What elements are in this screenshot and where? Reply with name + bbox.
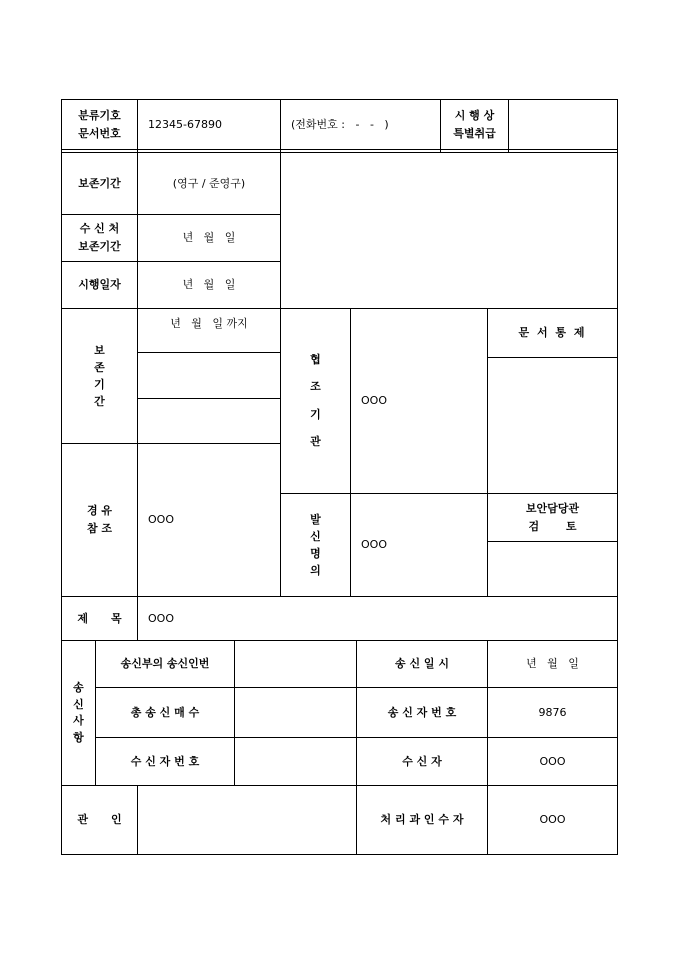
retention-label: 보존기간 — [78, 176, 121, 190]
recv-retention-label: 수 신 처 보존기간 — [78, 222, 121, 253]
divider — [280, 152, 281, 309]
border-right — [617, 99, 618, 855]
exec-date-label: 시행일자 — [78, 278, 121, 292]
security-review-value[interactable] — [488, 542, 617, 596]
total-pages-value[interactable] — [235, 688, 356, 737]
sender-number-label: 송 신 자 번 호 — [387, 705, 457, 719]
receiver-number-label: 수 신 자 번 호 — [130, 754, 200, 768]
send-number-value[interactable] — [235, 641, 356, 687]
retention-value: (영구 / 준영구) — [172, 176, 246, 190]
sender-name-value: OOO — [361, 538, 387, 552]
retention-row-2[interactable] — [138, 353, 280, 398]
via-reference-label: 경 유 참 조 — [86, 504, 113, 535]
receiver-value: OOO — [539, 754, 566, 768]
coop-agency-label: 협 조 기 관 — [310, 352, 321, 449]
via-reference-value: OOO — [148, 513, 174, 527]
handler-label: 처 리 과 인 수 자 — [380, 813, 464, 827]
retention-row-3[interactable] — [138, 399, 280, 443]
divider — [61, 149, 618, 150]
send-datetime-value: 년 월 일 — [526, 657, 579, 671]
send-datetime-label: 송 신 일 시 — [395, 657, 449, 671]
receiver-number-value[interactable] — [235, 738, 356, 785]
subject-label: 제 목 — [77, 611, 122, 625]
sender-number-value: 9876 — [538, 705, 567, 719]
coop-agency-value: OOO — [361, 394, 387, 408]
phone-label: (전화번호 : - - ) — [291, 117, 389, 131]
receiver-label: 수 신 자 — [402, 754, 442, 768]
doc-control-value[interactable] — [488, 358, 617, 493]
special-handling-value[interactable] — [509, 100, 617, 149]
border-bottom — [61, 854, 618, 855]
sender-name-label: 발 신 명 의 — [310, 512, 321, 578]
total-pages-label: 총 송 신 매 수 — [130, 705, 200, 719]
retention-block-label: 보 존 기 간 — [94, 343, 105, 409]
recv-retention-value: 년 월 일 — [182, 231, 236, 245]
exec-date-value: 년 월 일 — [182, 278, 236, 292]
official-seal-value[interactable] — [138, 786, 356, 854]
handler-value: OOO — [539, 813, 566, 827]
subject-value: OOO — [148, 611, 174, 625]
special-handling-label: 시 행 상 특별취급 — [453, 108, 496, 140]
send-number-label: 송신부의 송신인번 — [120, 657, 210, 671]
doc-control-label: 문 서 통 제 — [518, 326, 587, 340]
retention-until: 년 월 일 까지 — [170, 317, 248, 330]
doc-number: 12345-67890 — [148, 117, 222, 131]
class-doc-label: 분류기호 문서번호 — [78, 108, 121, 140]
transmission-label: 송 신 사 항 — [73, 681, 84, 744]
security-review-label: 보안담당관 검 토 — [525, 501, 580, 533]
official-seal-label: 관 인 — [77, 813, 122, 827]
